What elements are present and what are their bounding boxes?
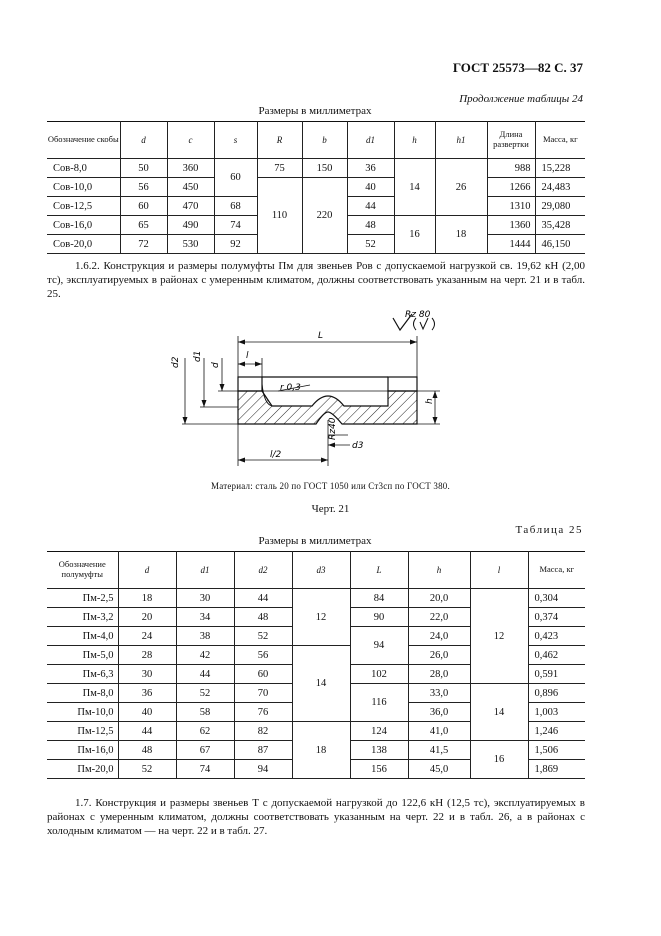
table-cell: 48 xyxy=(234,608,292,627)
table-25 xyxy=(47,551,585,779)
table-cell: 1266 xyxy=(487,178,535,197)
table-cell: Сов-20,0 xyxy=(47,235,120,254)
table-cell: 60 xyxy=(234,665,292,684)
table-cell: 46,150 xyxy=(535,235,585,254)
table-cell: 1360 xyxy=(487,216,535,235)
col-header: h xyxy=(408,552,470,589)
dim-d3-label: d3 xyxy=(352,441,364,451)
col-header: h1 xyxy=(435,122,487,159)
col-header: b xyxy=(302,122,347,159)
table-cell: 1444 xyxy=(487,235,535,254)
table-cell: 124 xyxy=(350,722,408,741)
col-header: d2 xyxy=(234,552,292,589)
table-cell: 40 xyxy=(347,178,394,197)
table-cell: Пм-2,5 xyxy=(47,589,118,608)
table-cell: 1310 xyxy=(487,197,535,216)
table-cell: 34 xyxy=(176,608,234,627)
dim-l-label: l xyxy=(246,351,249,361)
table-continuation-label: Продолжение таблицы 24 xyxy=(459,93,583,105)
dim-d1-label: d1 xyxy=(193,350,203,362)
col-header: Масса, кг xyxy=(528,552,585,589)
table-cell: 102 xyxy=(350,665,408,684)
col-header: h xyxy=(394,122,435,159)
table-cell: 30 xyxy=(118,665,176,684)
table-cell: 110 xyxy=(257,178,302,254)
table-cell: 48 xyxy=(118,741,176,760)
table-cell: 36 xyxy=(118,684,176,703)
material-note: Материал: сталь 20 по ГОСТ 1050 или Ст3сп по ГОСТ 380. xyxy=(211,481,450,491)
table-cell: 22,0 xyxy=(408,608,470,627)
col-header: d xyxy=(120,122,167,159)
table-cell: 70 xyxy=(234,684,292,703)
table-cell: 18 xyxy=(292,722,350,779)
col-header: Обозначение скобы xyxy=(47,122,120,159)
table-cell: 988 xyxy=(487,159,535,178)
table-cell: Пм-16,0 xyxy=(47,741,118,760)
table-cell: 62 xyxy=(176,722,234,741)
table-cell: 0,462 xyxy=(528,646,585,665)
table-cell: 44 xyxy=(234,589,292,608)
table25-caption: Размеры в миллиметрах xyxy=(258,535,372,547)
table-cell: 94 xyxy=(350,627,408,665)
table-cell: 29,080 xyxy=(535,197,585,216)
table-cell: 16 xyxy=(470,741,528,779)
col-header: l xyxy=(470,552,528,589)
table-cell: 87 xyxy=(234,741,292,760)
table-cell: 0,591 xyxy=(528,665,585,684)
dim-d-label: d xyxy=(211,362,221,368)
table-cell: 67 xyxy=(176,741,234,760)
paragraph-1-6-2: 1.6.2. Конструкция и размеры полумуфты Пм для звеньев Ров с допускаемой нагрузкой св. 19,62 кН (2,00 тс), эксплуатируемых в районах с умеренным климатом, должны соответствовать указанным на черт. 21 и в табл. 25. xyxy=(47,260,585,300)
table24-caption: Размеры в миллиметрах xyxy=(258,105,372,117)
table-cell: 450 xyxy=(167,178,214,197)
table-cell: 38 xyxy=(176,627,234,646)
col-header: R xyxy=(257,122,302,159)
col-header: Масса, кг xyxy=(535,122,585,159)
table-cell: 14 xyxy=(394,159,435,216)
figure-caption: Черт. 21 xyxy=(311,503,350,515)
table-cell: 74 xyxy=(176,760,234,779)
table-cell: 48 xyxy=(347,216,394,235)
technical-drawing xyxy=(160,300,480,470)
table-cell: 470 xyxy=(167,197,214,216)
col-header: Длина развертки xyxy=(487,122,535,159)
dim-h-label: h xyxy=(425,398,435,404)
col-header: L xyxy=(350,552,408,589)
table-cell: 1,246 xyxy=(528,722,585,741)
table-cell: 40 xyxy=(118,703,176,722)
table-cell: 74 xyxy=(214,216,257,235)
table-cell: 18 xyxy=(118,589,176,608)
table-cell: 530 xyxy=(167,235,214,254)
table-cell: 28,0 xyxy=(408,665,470,684)
table-cell: 150 xyxy=(302,159,347,178)
table-cell: 0,896 xyxy=(528,684,585,703)
table-cell: 1,869 xyxy=(528,760,585,779)
table-cell: Пм-10,0 xyxy=(47,703,118,722)
dim-r-label: r 0,3 xyxy=(280,383,301,393)
table-cell: 16 xyxy=(394,216,435,254)
table-cell: 0,304 xyxy=(528,589,585,608)
table-cell: 60 xyxy=(214,159,257,197)
table-cell: Пм-20,0 xyxy=(47,760,118,779)
table-cell: 14 xyxy=(292,646,350,722)
table-cell: 24,483 xyxy=(535,178,585,197)
table-cell: Пм-8,0 xyxy=(47,684,118,703)
table-cell: 12 xyxy=(470,589,528,684)
table-cell: 44 xyxy=(118,722,176,741)
paragraph-1-7: 1.7. Конструкция и размеры звеньев Т с допускаемой нагрузкой до 122,6 кН (12,5 тс), эксплуатируемых в районах с умеренным климатом, должны соответствовать указанным на черт. 22 и в табл. 26, а в районах с холодным климатом — на черт. 22 и в табл. 27. xyxy=(47,797,585,837)
table-cell: 50 xyxy=(120,159,167,178)
roughness-symbol xyxy=(393,310,435,330)
page-header: ГОСТ 25573—82 С. 37 xyxy=(452,60,583,75)
table-cell: 41,5 xyxy=(408,741,470,760)
table-cell: 28 xyxy=(118,646,176,665)
table-cell: 41,0 xyxy=(408,722,470,741)
table-cell: 20 xyxy=(118,608,176,627)
table-cell: 92 xyxy=(214,235,257,254)
table-cell: Пм-5,0 xyxy=(47,646,118,665)
dim-L-label: L xyxy=(318,331,324,341)
table-24 xyxy=(47,121,585,254)
table-cell: 75 xyxy=(257,159,302,178)
table-cell: 30 xyxy=(176,589,234,608)
table-cell: Сов-10,0 xyxy=(47,178,120,197)
table-cell: 36 xyxy=(347,159,394,178)
table-cell: 138 xyxy=(350,741,408,760)
table-cell: Сов-8,0 xyxy=(47,159,120,178)
table-cell: 26,0 xyxy=(408,646,470,665)
table-cell: 15,228 xyxy=(535,159,585,178)
col-header: s xyxy=(214,122,257,159)
table-cell: 82 xyxy=(234,722,292,741)
table-cell: 52 xyxy=(118,760,176,779)
table-cell: 33,0 xyxy=(408,684,470,703)
table-cell: 14 xyxy=(470,684,528,741)
col-header: Обозначение полумуфты xyxy=(47,552,118,589)
table-cell: 156 xyxy=(350,760,408,779)
table-cell: 56 xyxy=(120,178,167,197)
table-cell: 116 xyxy=(350,684,408,722)
table-cell: 35,428 xyxy=(535,216,585,235)
table-cell: 44 xyxy=(176,665,234,684)
table-cell: 0,423 xyxy=(528,627,585,646)
table-cell: Пм-3,2 xyxy=(47,608,118,627)
table-cell: 12 xyxy=(292,589,350,646)
table-cell: 72 xyxy=(120,235,167,254)
table-cell: 20,0 xyxy=(408,589,470,608)
col-header: d1 xyxy=(176,552,234,589)
table-cell: 60 xyxy=(120,197,167,216)
col-header: d1 xyxy=(347,122,394,159)
table-cell: 220 xyxy=(302,178,347,254)
table-cell: Сов-12,5 xyxy=(47,197,120,216)
table-cell: 26 xyxy=(435,159,487,216)
table-cell: 1,506 xyxy=(528,741,585,760)
table-cell: 56 xyxy=(234,646,292,665)
table-cell: 76 xyxy=(234,703,292,722)
table-cell: Пм-12,5 xyxy=(47,722,118,741)
table-cell: 24,0 xyxy=(408,627,470,646)
roughness-rz40-label: Rz40 xyxy=(328,417,338,440)
table-cell: 52 xyxy=(234,627,292,646)
table-cell: 58 xyxy=(176,703,234,722)
table-cell: 90 xyxy=(350,608,408,627)
table-cell: 52 xyxy=(347,235,394,254)
table25-label: Таблица 25 xyxy=(515,524,583,536)
part-section xyxy=(238,377,417,424)
table-cell: 45,0 xyxy=(408,760,470,779)
dim-l2-label: l/2 xyxy=(270,450,282,460)
dim-d2-label: d2 xyxy=(171,356,181,368)
table-cell: 0,374 xyxy=(528,608,585,627)
table-cell: 94 xyxy=(234,760,292,779)
table-cell: Пм-4,0 xyxy=(47,627,118,646)
table-cell: 24 xyxy=(118,627,176,646)
table-cell: 52 xyxy=(176,684,234,703)
table-cell: 360 xyxy=(167,159,214,178)
table-cell: 36,0 xyxy=(408,703,470,722)
roughness-label: Rz 80 xyxy=(405,310,431,320)
table-cell: 84 xyxy=(350,589,408,608)
table-cell: 42 xyxy=(176,646,234,665)
table-cell: 18 xyxy=(435,216,487,254)
col-header: d xyxy=(118,552,176,589)
table-cell: 1,003 xyxy=(528,703,585,722)
table-cell: 44 xyxy=(347,197,394,216)
col-header: c xyxy=(167,122,214,159)
table-cell: 68 xyxy=(214,197,257,216)
table-cell: Пм-6,3 xyxy=(47,665,118,684)
table-cell: Сов-16,0 xyxy=(47,216,120,235)
table-cell: 490 xyxy=(167,216,214,235)
col-header: d3 xyxy=(292,552,350,589)
table-cell: 65 xyxy=(120,216,167,235)
